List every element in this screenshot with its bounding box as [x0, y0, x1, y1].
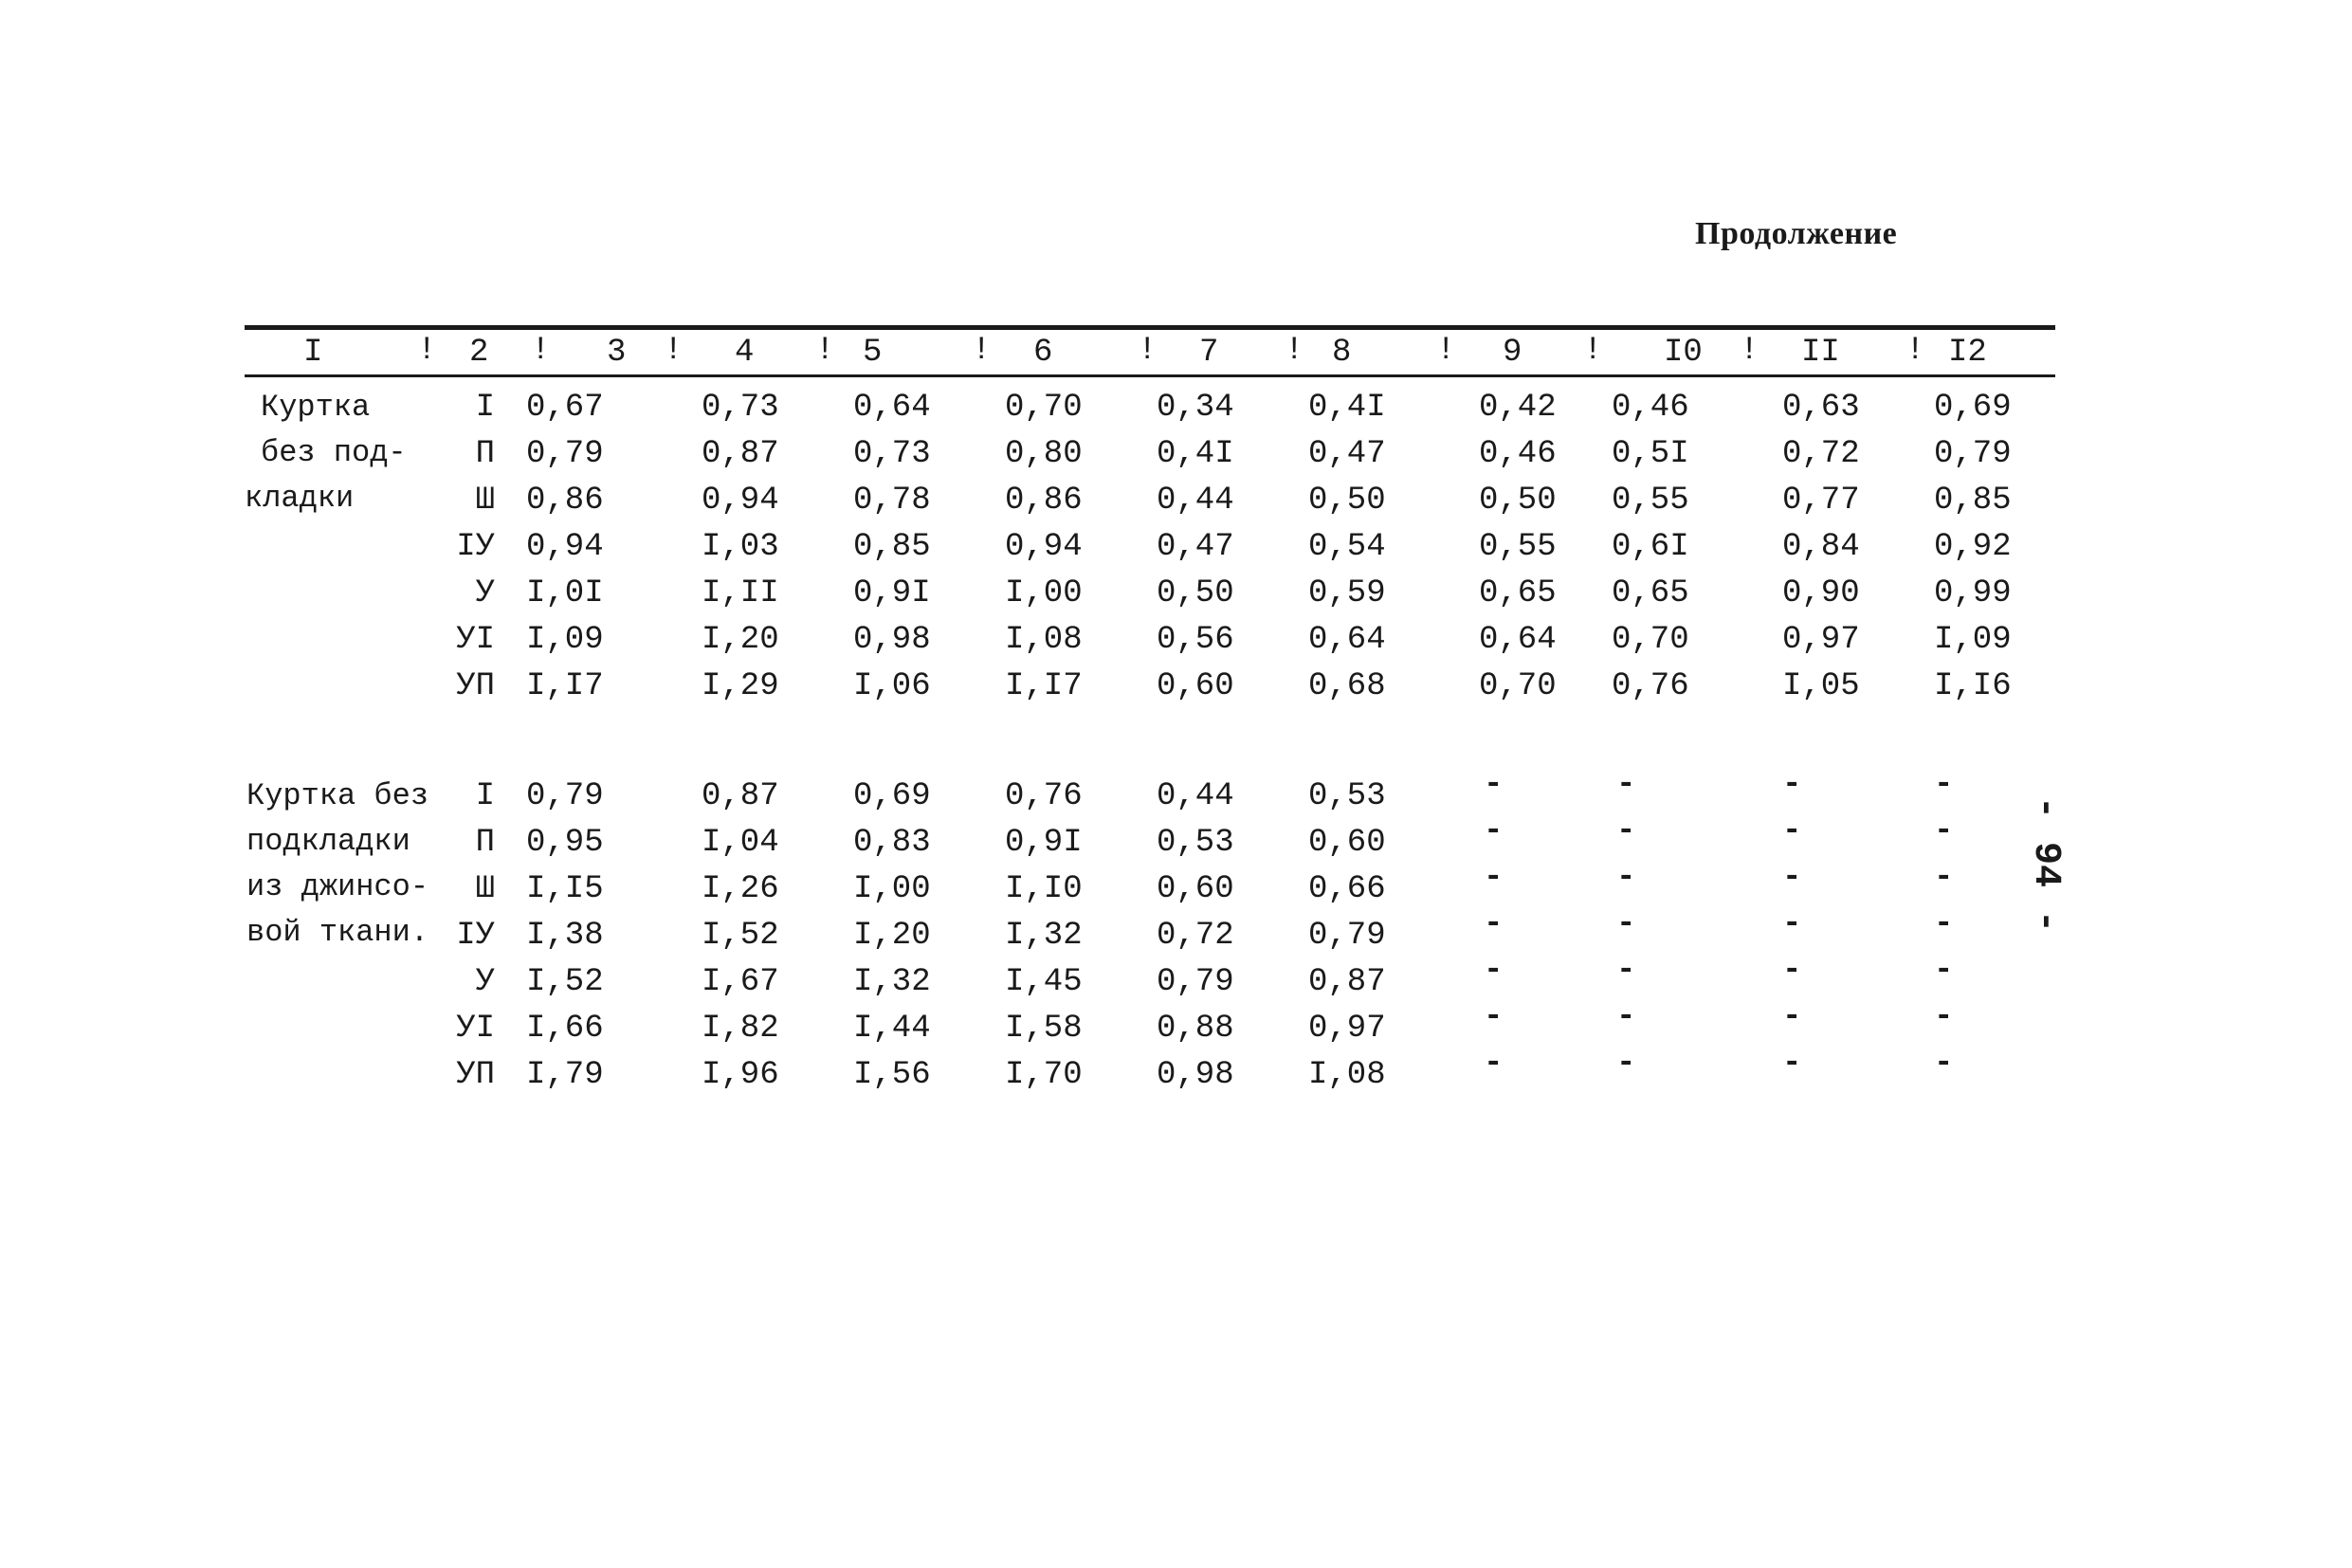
size-grade: Ш	[475, 483, 495, 519]
continuation-heading: Продолжение	[1695, 216, 1898, 251]
table-cell: 0,42	[1479, 390, 1557, 426]
empty-value-dash: -	[1934, 860, 1954, 896]
column-header-8: 8	[1332, 335, 1352, 371]
table-cell: I,82	[702, 1011, 779, 1047]
table-cell: I,32	[1005, 918, 1083, 954]
table-cell: 0,73	[853, 436, 931, 472]
table-cell: 0,46	[1479, 436, 1557, 472]
table-cell: 0,85	[853, 529, 931, 565]
size-grade: I	[475, 390, 495, 426]
table-cell: 0,6I	[1612, 529, 1689, 565]
empty-value-dash: -	[1782, 999, 1802, 1035]
table-cell: 0,79	[526, 778, 604, 814]
table-cell: 0,98	[853, 622, 931, 658]
table-cell: I,20	[853, 918, 931, 954]
empty-value-dash: -	[1782, 953, 1802, 989]
table-cell: 0,97	[1782, 622, 1860, 658]
empty-value-dash: -	[1934, 1046, 1954, 1082]
table-cell: 0,63	[1782, 390, 1860, 426]
table-cell: 0,85	[1934, 483, 2012, 519]
table-cell: 0,44	[1157, 483, 1234, 519]
size-grade: У	[475, 575, 495, 611]
table-cell: 0,87	[1308, 964, 1386, 1000]
table-cell: 0,60	[1157, 871, 1234, 907]
table-cell: I,44	[853, 1011, 931, 1047]
table-cell: I,09	[1934, 622, 2012, 658]
table-cell: 0,50	[1479, 483, 1557, 519]
table-cell: 0,60	[1157, 668, 1234, 704]
table-cell: 0,92	[1934, 529, 2012, 565]
table-cell: I,04	[702, 825, 779, 861]
table-cell: 0,73	[702, 390, 779, 426]
column-header-3: 3	[607, 335, 627, 371]
table-cell: 0,70	[1612, 622, 1689, 658]
table-cell: 0,64	[1479, 622, 1557, 658]
size-grade: УI	[456, 1011, 495, 1047]
size-grade: У	[475, 964, 495, 1000]
group-label-line: Куртка	[261, 390, 371, 425]
table-cell: 0,83	[853, 825, 931, 861]
group-label-line: без под-	[261, 435, 407, 470]
group-label-line: вой ткани.	[246, 915, 429, 950]
column-separator: !	[1436, 333, 1456, 369]
table-cell: 0,50	[1308, 483, 1386, 519]
empty-value-dash: -	[1484, 953, 1504, 989]
column-separator: !	[1583, 333, 1603, 369]
column-header-2: 2	[469, 335, 489, 371]
column-separator: !	[531, 333, 551, 369]
table-cell: I,66	[526, 1011, 604, 1047]
table-cell: I,58	[1005, 1011, 1083, 1047]
table-cell: I,05	[1782, 668, 1860, 704]
table-cell: 0,65	[1479, 575, 1557, 611]
table-cell: I,79	[526, 1057, 604, 1093]
table-cell: 0,50	[1157, 575, 1234, 611]
empty-value-dash: -	[1616, 906, 1636, 942]
table-cell: I,67	[702, 964, 779, 1000]
table-cell: 0,76	[1612, 668, 1689, 704]
table-cell: I,I7	[1005, 668, 1083, 704]
group-label-line: из джинсо-	[246, 869, 429, 904]
table-cell: I,08	[1005, 622, 1083, 658]
table-cell: 0,80	[1005, 436, 1083, 472]
table-cell: 0,95	[526, 825, 604, 861]
empty-value-dash: -	[1934, 906, 1954, 942]
table-cell: I,56	[853, 1057, 931, 1093]
empty-value-dash: -	[1782, 906, 1802, 942]
empty-value-dash: -	[1782, 813, 1802, 849]
table-cell: 0,70	[1479, 668, 1557, 704]
table-cell: 0,56	[1157, 622, 1234, 658]
table-cell: 0,99	[1934, 575, 2012, 611]
table-cell: 0,88	[1157, 1011, 1234, 1047]
table-cell: 0,9I	[853, 575, 931, 611]
table-cell: 0,90	[1782, 575, 1860, 611]
empty-value-dash: -	[1782, 767, 1802, 803]
table-cell: 0,34	[1157, 390, 1234, 426]
column-header-4: 4	[735, 335, 755, 371]
table-cell: 0,68	[1308, 668, 1386, 704]
column-separator: !	[1905, 333, 1925, 369]
table-cell: 0,55	[1479, 529, 1557, 565]
column-header-5: 5	[863, 335, 883, 371]
table-cell: I,52	[526, 964, 604, 1000]
empty-value-dash: -	[1934, 767, 1954, 803]
size-grade: УП	[456, 1057, 495, 1093]
column-header-1: I	[303, 335, 323, 371]
table-cell: I,45	[1005, 964, 1083, 1000]
table-cell: I,09	[526, 622, 604, 658]
table-cell: 0,69	[853, 778, 931, 814]
table-cell: I,00	[1005, 575, 1083, 611]
size-grade: IУ	[456, 529, 495, 565]
table-cell: I,I6	[1934, 668, 2012, 704]
column-separator: !	[972, 333, 992, 369]
empty-value-dash: -	[1934, 953, 1954, 989]
column-separator: !	[664, 333, 684, 369]
group-label-line: Куртка без	[246, 778, 429, 813]
empty-value-dash: -	[1484, 767, 1504, 803]
table-cell: 0,9I	[1005, 825, 1083, 861]
table-cell: 0,86	[526, 483, 604, 519]
table-cell: I,32	[853, 964, 931, 1000]
page-number: - 94 -	[2024, 796, 2067, 934]
empty-value-dash: -	[1616, 953, 1636, 989]
column-header-11: II	[1801, 335, 1840, 371]
table-cell: 0,67	[526, 390, 604, 426]
table-cell: 0,70	[1005, 390, 1083, 426]
size-grade: I	[475, 778, 495, 814]
table-cell: 0,72	[1157, 918, 1234, 954]
table-cell: 0,84	[1782, 529, 1860, 565]
table-cell: I,26	[702, 871, 779, 907]
table-cell: 0,86	[1005, 483, 1083, 519]
column-header-12: I2	[1948, 335, 1987, 371]
empty-value-dash: -	[1484, 860, 1504, 896]
table-cell: I,I5	[526, 871, 604, 907]
column-header-6: 6	[1033, 335, 1053, 371]
table-cell: 0,78	[853, 483, 931, 519]
empty-value-dash: -	[1616, 813, 1636, 849]
table-cell: I,0I	[526, 575, 604, 611]
table-cell: 0,94	[1005, 529, 1083, 565]
empty-value-dash: -	[1782, 860, 1802, 896]
group-label-line: подкладки	[246, 824, 410, 859]
column-separator: !	[1740, 333, 1759, 369]
column-header-7: 7	[1199, 335, 1219, 371]
size-grade: П	[475, 825, 495, 861]
table-cell: 0,76	[1005, 778, 1083, 814]
table-cell: 0,53	[1308, 778, 1386, 814]
table-cell: I,70	[1005, 1057, 1083, 1093]
table-top-rule	[245, 325, 2055, 330]
empty-value-dash: -	[1484, 1046, 1504, 1082]
table-cell: I,II	[702, 575, 779, 611]
table-cell: 0,44	[1157, 778, 1234, 814]
table-cell: I,08	[1308, 1057, 1386, 1093]
table-cell: 0,55	[1612, 483, 1689, 519]
table-cell: I,I0	[1005, 871, 1083, 907]
column-separator: !	[1138, 333, 1158, 369]
table-cell: 0,64	[1308, 622, 1386, 658]
table-cell: 0,47	[1157, 529, 1234, 565]
table-cell: I,29	[702, 668, 779, 704]
table-cell: 0,72	[1782, 436, 1860, 472]
table-cell: 0,79	[1157, 964, 1234, 1000]
table-cell: 0,77	[1782, 483, 1860, 519]
empty-value-dash: -	[1484, 813, 1504, 849]
table-cell: 0,69	[1934, 390, 2012, 426]
group-label-line: кладки	[245, 481, 355, 516]
empty-value-dash: -	[1616, 767, 1636, 803]
table-cell: 0,5I	[1612, 436, 1689, 472]
column-separator: !	[1285, 333, 1304, 369]
table-cell: 0,65	[1612, 575, 1689, 611]
empty-value-dash: -	[1934, 999, 1954, 1035]
table-cell: I,20	[702, 622, 779, 658]
empty-value-dash: -	[1782, 1046, 1802, 1082]
table-cell: 0,46	[1612, 390, 1689, 426]
size-grade: Ш	[475, 871, 495, 907]
column-header-9: 9	[1503, 335, 1522, 371]
empty-value-dash: -	[1484, 999, 1504, 1035]
table-cell: 0,87	[702, 778, 779, 814]
empty-value-dash: -	[1616, 999, 1636, 1035]
size-grade: IУ	[456, 918, 495, 954]
table-cell: I,38	[526, 918, 604, 954]
column-header-10: I0	[1664, 335, 1703, 371]
table-cell: 0,79	[1934, 436, 2012, 472]
table-cell: 0,53	[1157, 825, 1234, 861]
empty-value-dash: -	[1484, 906, 1504, 942]
size-grade: УП	[456, 668, 495, 704]
table-cell: 0,66	[1308, 871, 1386, 907]
empty-value-dash: -	[1616, 1046, 1636, 1082]
table-cell: 0,4I	[1308, 390, 1386, 426]
table-cell: 0,97	[1308, 1011, 1386, 1047]
size-grade: УI	[456, 622, 495, 658]
column-separator: !	[815, 333, 835, 369]
table-cell: I,00	[853, 871, 931, 907]
table-cell: 0,54	[1308, 529, 1386, 565]
table-cell: 0,87	[702, 436, 779, 472]
table-cell: I,52	[702, 918, 779, 954]
table-cell: 0,4I	[1157, 436, 1234, 472]
header-bottom-rule	[245, 374, 2055, 377]
table-cell: 0,64	[853, 390, 931, 426]
table-cell: I,03	[702, 529, 779, 565]
table-cell: I,96	[702, 1057, 779, 1093]
table-cell: 0,94	[702, 483, 779, 519]
table-cell: 0,60	[1308, 825, 1386, 861]
table-cell: 0,47	[1308, 436, 1386, 472]
table-cell: 0,59	[1308, 575, 1386, 611]
empty-value-dash: -	[1934, 813, 1954, 849]
table-cell: 0,98	[1157, 1057, 1234, 1093]
column-separator: !	[417, 333, 437, 369]
table-cell: I,I7	[526, 668, 604, 704]
table-cell: 0,94	[526, 529, 604, 565]
table-cell: 0,79	[1308, 918, 1386, 954]
table-cell: 0,79	[526, 436, 604, 472]
table-cell: I,06	[853, 668, 931, 704]
size-grade: П	[475, 436, 495, 472]
empty-value-dash: -	[1616, 860, 1636, 896]
